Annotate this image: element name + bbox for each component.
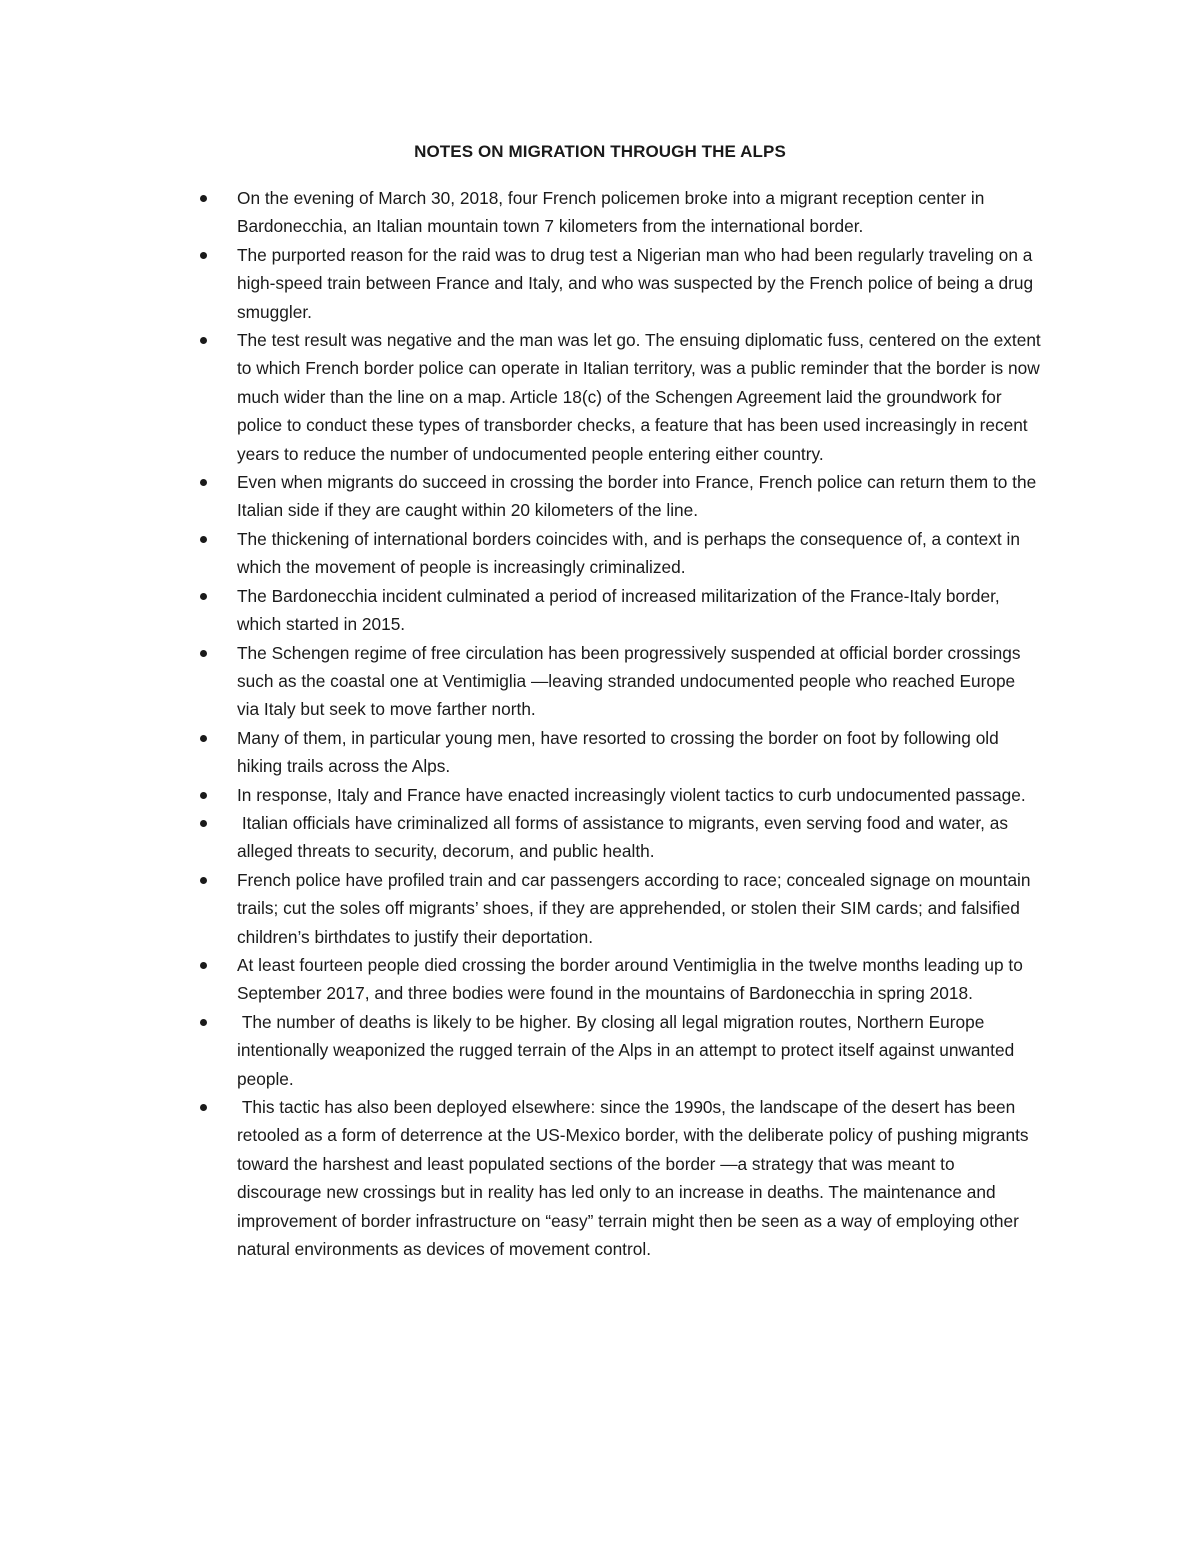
list-item-text: At least fourteen people died crossing the border around Ventimiglia in the twelve months leading up to September 2017, and three bodies were found in the mountains of Bardonecchia in spring 2018. [237,954,1028,1004]
bullet-icon [200,195,207,202]
list-item [197,468,1042,525]
list-item-text: The number of deaths is likely to be higher. By closing all legal migration routes, Northern Europe intentionally weaponized the rugged terrain of the Alps in an attempt to protect itself against unwanted people. [237,1011,1020,1089]
bullet-icon [200,593,207,600]
list-item [197,525,1042,582]
list-item-text: The Schengen regime of free circulation has been progressively suspended at official border crossings such as the coastal one at Ventimiglia —leaving stranded undocumented people who reached Europe via Italy but seek to move farther north. [237,642,1026,720]
list-item-text: Many of them, in particular young men, have resorted to crossing the border on foot by following old hiking trails across the Alps. [237,727,1004,777]
list-item-text: This tactic has also been deployed elsewhere: since the 1990s, the landscape of the desert has been retooled as a form of deterrence at the US-Mexico border, with the deliberate policy of pushing migrants toward the harshest and least populated sections of the border —a strategy that was meant to discourage new crossings but in reality has led only to an increase in deaths. The maintenance and improvement of border infrastructure on “easy” terrain might then be seen as a way of employing other natural environments as devices of movement control. [237,1097,1034,1260]
list-item [197,1093,1042,1263]
bullet-icon [200,792,207,799]
bullet-icon [200,962,207,969]
bullet-list [197,184,1046,1263]
list-item [197,639,1042,724]
document-title: NOTES ON MIGRATION THROUGH THE ALPS [414,142,786,161]
list-item-text: Italian officials have criminalized all forms of assistance to migrants, even serving food and water, as alleged threats to security, decorum, and public health. [237,812,1013,862]
list-item-text: The Bardonecchia incident culminated a period of increased militarization of the France-Italy border, which started in 2015. [237,585,1005,635]
list-item [197,582,1042,639]
list-item-text: The purported reason for the raid was to drug test a Nigerian man who had been regularly traveling on a high-speed train between France and Italy, and who was suspected by the French police of being a drug smuggler. [237,244,1038,322]
bullet-icon [200,820,207,827]
bullet-icon [200,1019,207,1026]
list-item-text: French police have profiled train and car passengers according to race; concealed signage on mountain trails; cut the soles off migrants’ shoes, if they are apprehended, or stolen their SIM cards; and falsified children’s birthdates to justify their deportation. [237,869,1036,947]
bullet-icon [200,536,207,543]
list-item [197,724,1042,781]
bullet-icon [200,877,207,884]
list-item [197,184,1042,241]
list-item [197,866,1042,951]
list-item [197,781,1042,809]
bullet-icon [200,252,207,259]
list-item-text: In response, Italy and France have enacted increasingly violent tactics to curb undocumented passage. [237,784,1026,805]
list-item [197,326,1046,468]
list-item-text: Even when migrants do succeed in crossing the border into France, French police can return them to the Italian side if they are caught within 20 kilometers of the line. [237,472,1042,521]
bullet-icon [200,1104,207,1111]
list-item [197,809,1042,866]
list-item [197,951,1042,1008]
list-item-text: On the evening of March 30, 2018, four French policemen broke into a migrant reception center in Bardonecchia, an Italian mountain town 7 kilometers from the international border. [237,188,990,237]
bullet-icon [200,650,207,657]
bullet-icon [200,479,207,486]
bullet-icon [200,735,207,742]
bullet-icon [200,337,207,344]
list-item-text: The thickening of international borders coincides with, and is perhaps the consequence of, a context in which the movement of people is increasingly criminalized. [237,528,1025,578]
list-item-text: The test result was negative and the man was let go. The ensuing diplomatic fuss, centered on the extent to which French border police can operate in Italian territory, was a public reminder that the border is now much wider than the line on a map. Article 18(c) of the Schengen Agreement laid the groundwork for police to conduct these types of transborder checks, a feature that has been used increasingly in recent years to reduce the number of undocumented people entering either country. [237,330,1046,464]
list-item [197,1008,1042,1093]
list-item [197,241,1042,326]
